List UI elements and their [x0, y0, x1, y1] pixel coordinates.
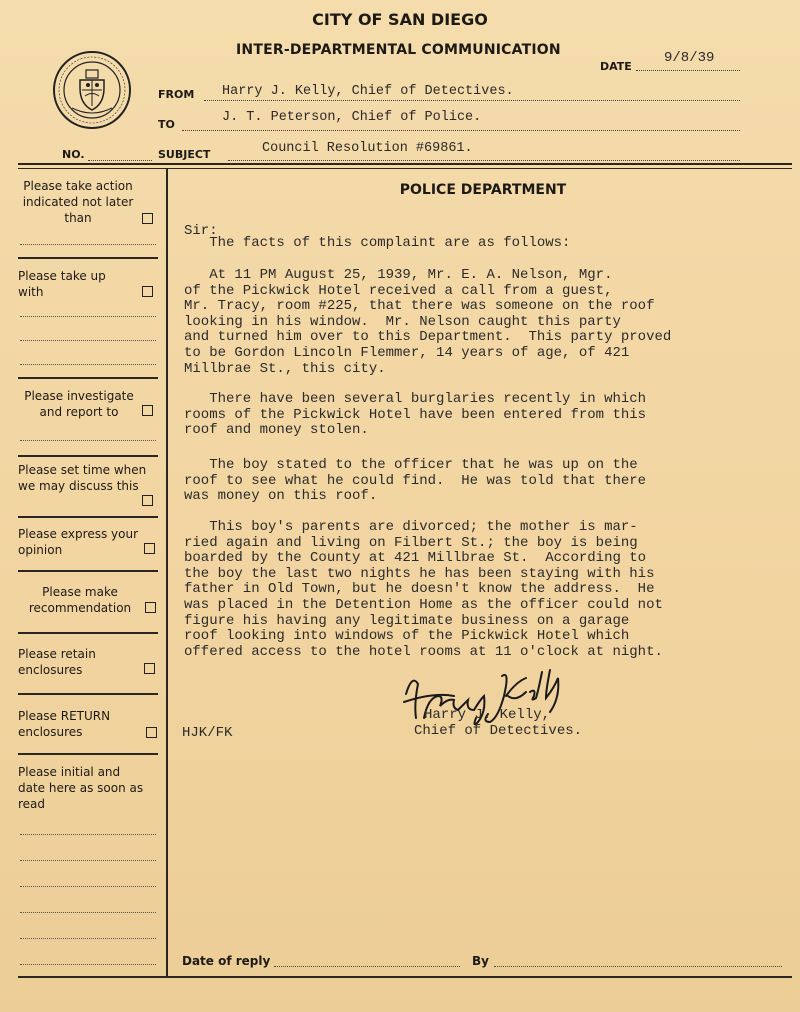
date-of-reply-line	[274, 952, 460, 967]
header-rule-thin	[18, 168, 792, 169]
initial-line-1	[20, 834, 156, 835]
paragraph-3: There have been several burglaries recently in which rooms of the Pickwick Hotel have been entered from this roof and money stolen.	[184, 391, 647, 439]
communication-title: INTER-DEPARTMENTAL COMMUNICATION	[236, 42, 561, 58]
paragraph-4: The boy stated to the officer that he was up on the roof to see what he could find. He was told that there was money on this roof.	[184, 457, 647, 505]
initial-line-4	[20, 912, 156, 913]
sidebar-rule	[18, 516, 158, 518]
paragraph-5: This boy's parents are divorced; the mother is mar- ried again and living on Filbert St.; the boy is being boarded by the County at 421 Millbrae St. According to the boy the last two nights he has been staying with his father in Old Town, but he doesn't know the address. He was placed in the Detention Home as the officer could not figure his having any legitimate business on a garage roof looking into windows of the Pickwick Hotel which offered access to the hotel rooms at 11 o'clock at night.	[184, 519, 663, 660]
sidebar-rule	[18, 257, 158, 259]
city-seal-icon	[52, 50, 132, 130]
set-time-checkbox[interactable]	[142, 495, 153, 506]
take-action-line	[20, 244, 156, 245]
no-label: NO.	[62, 148, 85, 161]
salutation: Sir:	[184, 223, 218, 239]
sidebar-item-take-action: Please take action indicated not later than	[22, 179, 134, 225]
header-rule	[18, 163, 792, 165]
sidebar-item-retain-enclosures: Please retain enclosures	[18, 647, 96, 677]
from-label: FROM	[158, 88, 195, 101]
sidebar-rule	[18, 455, 158, 457]
date-label: DATE	[600, 60, 632, 73]
initial-line-3	[20, 886, 156, 887]
sidebar-item-take-up: Please take up with	[18, 269, 106, 299]
by-label: By	[472, 954, 489, 968]
signature-title: Chief of Detectives.	[414, 723, 583, 739]
paragraph-2: At 11 PM August 25, 1939, Mr. E. A. Nelson, Mgr. of the Pickwick Hotel received a call from a guest, Mr. Tracy, room #225, that there was someone on the roof looking in his window. Mr. Nelson caught this party and turned him over to this Department. This party proved to be Gordon Lincoln Flemmer, 14 years of age, of 421 Millbrae St., this city.	[184, 267, 672, 377]
take-up-line-2	[20, 340, 156, 341]
take-up-line-1	[20, 316, 156, 317]
return-enclosures-checkbox[interactable]	[146, 727, 157, 738]
footer-rule	[18, 976, 792, 978]
from-value: Harry J. Kelly, Chief of Detectives.	[222, 84, 514, 99]
sidebar-item-recommendation: Please make recommendation	[28, 585, 132, 615]
initials: HJK/FK	[182, 725, 233, 741]
take-up-checkbox[interactable]	[142, 286, 153, 297]
subject-label: SUBJECT	[158, 148, 211, 161]
sidebar-item-set-time: Please set time when we may discuss this	[18, 463, 147, 493]
express-opinion-checkbox[interactable]	[144, 543, 155, 554]
recommendation-checkbox[interactable]	[145, 602, 156, 613]
to-label: TO	[158, 118, 175, 131]
date-value: 9/8/39	[664, 50, 715, 66]
sidebar-item-express-opinion: Please express your opinion	[18, 527, 138, 557]
sidebar-rule	[18, 570, 158, 572]
signature-name: Harry J. Kelly,	[424, 707, 551, 723]
sidebar-divider	[166, 169, 168, 977]
sidebar-item-return-enclosures: Please RETURN enclosures	[18, 709, 111, 739]
initial-line-2	[20, 860, 156, 861]
city-title: CITY OF SAN DIEGO	[312, 10, 488, 29]
take-up-line-3	[20, 364, 156, 365]
no-line	[88, 146, 152, 161]
initial-line-5	[20, 938, 156, 939]
sidebar-rule	[18, 753, 158, 755]
to-value: J. T. Peterson, Chief of Police.	[222, 110, 482, 125]
paragraph-1: The facts of this complaint are as follows:	[184, 235, 571, 251]
investigate-checkbox[interactable]	[142, 405, 153, 416]
initial-line-6	[20, 964, 156, 965]
department-title: POLICE DEPARTMENT	[399, 182, 567, 198]
subject-value: Council Resolution #69861.	[262, 141, 473, 156]
sidebar-item-investigate: Please investigate and report to	[24, 389, 134, 419]
investigate-line	[20, 440, 156, 441]
sidebar-rule	[18, 632, 158, 634]
sidebar-rule	[18, 693, 158, 695]
retain-enclosures-checkbox[interactable]	[144, 663, 155, 674]
sidebar-item-initial-date: Please initial and date here as soon as read	[18, 765, 144, 811]
date-of-reply-label: Date of reply	[182, 954, 271, 968]
take-action-checkbox[interactable]	[142, 213, 153, 224]
sidebar-rule	[18, 377, 158, 379]
by-line	[494, 952, 782, 967]
